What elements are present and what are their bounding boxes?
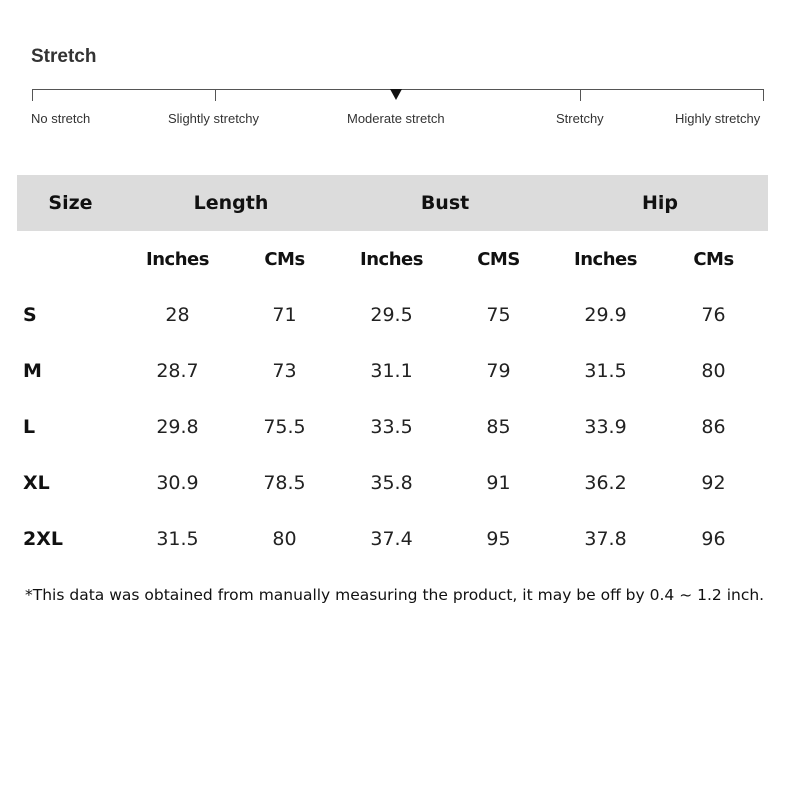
header-bust: Bust [420,192,470,214]
scale-label-stretchy: Stretchy [556,111,604,126]
unit-header-row [17,231,768,287]
table-cell: 79 [486,360,511,382]
stretch-title: Stretch [31,46,97,67]
table-row [17,511,768,567]
table-cell: 31.5 [156,528,199,550]
table-cell: 29.9 [584,304,627,326]
table-cell: 75 [486,304,511,326]
table-cell: 71 [272,304,297,326]
table-cell: 33.9 [584,416,627,438]
table-row [17,287,768,343]
unit-length-cms: CMs [264,248,305,270]
table-cell: 37.4 [370,528,413,550]
scale-tick [215,89,216,101]
scale-label-highly-stretchy: Highly stretchy [675,111,761,126]
table-cell: 76 [701,304,726,326]
table-cell: 30.9 [156,472,199,494]
table-cell: 29.5 [370,304,413,326]
table-cell: 92 [701,472,726,494]
unit-header-empty [17,231,124,287]
table-cell: 37.8 [584,528,627,550]
size-label: S [23,304,37,326]
table-cell: 28 [165,304,190,326]
unit-bust-inches: Inches [360,248,423,270]
table-row [17,455,768,511]
table-cell: 29.8 [156,416,199,438]
measurement-footnote: *This data was obtained from manually measuring the product, it may be off by 0.4 ~ 1.2 inch. [25,586,765,604]
table-cell: 86 [701,416,726,438]
unit-hip-inches: Inches [574,248,637,270]
table-cell: 31.5 [584,360,627,382]
table-cell: 96 [701,528,726,550]
table-cell: 85 [486,416,511,438]
size-label: L [23,416,36,438]
table-cell: 78.5 [263,472,306,494]
scale-label-no-stretch: No stretch [31,111,91,126]
size-label: 2XL [23,528,63,550]
unit-bust-cms: CMS [477,248,520,270]
table-cell: 80 [272,528,297,550]
table-cell: 73 [272,360,297,382]
header-hip: Hip [642,192,679,214]
scale-tick [580,89,581,101]
stretch-indicator-icon [390,89,402,100]
table-cell: 36.2 [584,472,627,494]
table-cell: 75.5 [263,416,306,438]
table-row [17,343,768,399]
size-chart-table [17,175,768,567]
table-cell: 33.5 [370,416,413,438]
unit-hip-cms: CMs [693,248,734,270]
table-row [17,399,768,455]
table-cell: 28.7 [156,360,199,382]
scale-label-moderate-stretch: Moderate stretch [347,111,445,126]
scale-label-slightly-stretchy: Slightly stretchy [168,111,260,126]
size-label: M [23,360,42,382]
header-size: Size [48,192,93,214]
table-cell: 80 [701,360,726,382]
table-cell: 31.1 [370,360,413,382]
table-cell: 95 [486,528,511,550]
table-cell: 91 [486,472,511,494]
unit-length-inches: Inches [146,248,209,270]
group-header-row [17,175,768,231]
scale-tick [763,89,764,101]
table-cell: 35.8 [370,472,413,494]
size-label: XL [23,472,50,494]
header-length: Length [193,192,269,214]
scale-tick [32,89,33,101]
